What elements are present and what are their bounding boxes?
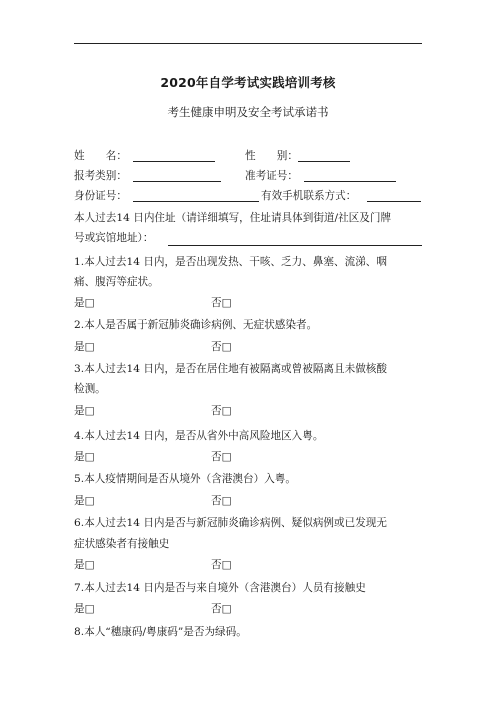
address-instruction-line1: 本人过去14 日内住址（请详细填写，住址请具体到街道/社区及门牌	[74, 212, 392, 224]
q5-yes-checkbox[interactable]: 是□	[74, 495, 95, 507]
id-no-field[interactable]	[133, 201, 259, 202]
q4-yes-checkbox[interactable]: 是□	[74, 451, 95, 463]
exam-type-label: 报考类别：	[74, 170, 127, 182]
q5-no-checkbox[interactable]: 否□	[211, 495, 232, 507]
q1-yes-checkbox[interactable]: 是□	[74, 297, 95, 309]
q4-no-checkbox[interactable]: 否□	[211, 451, 232, 463]
question-2-line1: 2.本人是否属于新冠肺炎确诊病例、无症状感染者。	[74, 319, 318, 331]
phone-label: 有效手机联系方式：	[261, 190, 357, 202]
page-title: 2020年自学考试实践培训考核	[160, 75, 336, 90]
gender-field[interactable]	[298, 161, 350, 162]
question-3-line2: 检测。	[74, 383, 106, 395]
q1-no-checkbox[interactable]: 否□	[211, 297, 232, 309]
address-instruction-line2: 号或宾馆地址）：	[74, 232, 154, 244]
admission-no-field[interactable]	[304, 181, 396, 182]
gender-label: 性 别：	[245, 150, 298, 162]
q3-no-checkbox[interactable]: 否□	[211, 405, 232, 417]
address-field[interactable]	[168, 245, 422, 246]
question-1-line2: 痛、腹泻等症状。	[74, 276, 159, 288]
q3-yes-checkbox[interactable]: 是□	[74, 405, 95, 417]
page-subtitle: 考生健康申明及安全考试承诺书	[167, 105, 329, 119]
question-6-line1: 6.本人过去14 日内是否与新冠肺炎确诊病例、疑似病例或已发现无	[74, 517, 387, 529]
q7-yes-checkbox[interactable]: 是□	[74, 603, 95, 615]
question-7-line1: 7.本人过去14 日内是否与来自境外（含港澳台）人员有接触史	[74, 582, 366, 594]
question-4-line1: 4.本人过去14 日内，是否从省外中高风险地区入粤。	[74, 430, 324, 442]
q6-yes-checkbox[interactable]: 是□	[74, 559, 95, 571]
q2-no-checkbox[interactable]: 否□	[211, 341, 232, 353]
name-field[interactable]	[133, 161, 215, 162]
question-5-line1: 5.本人疫情期间是否从境外（含港澳台）入粤。	[74, 473, 296, 485]
question-8-line1: 8.本人“穗康码/粤康码”是否为绿码。	[74, 626, 247, 638]
q7-no-checkbox[interactable]: 否□	[211, 603, 232, 615]
id-no-label: 身份证号：	[74, 190, 127, 202]
q6-no-checkbox[interactable]: 否□	[211, 559, 232, 571]
q2-yes-checkbox[interactable]: 是□	[74, 341, 95, 353]
question-6-line2: 症状感染者有接触史	[74, 538, 170, 550]
question-1-line1: 1.本人过去14 日内，是否出现发热、干咳、乏力、鼻塞、流涕、咽	[74, 256, 387, 268]
exam-type-field[interactable]	[133, 181, 221, 182]
header-rule	[74, 43, 422, 44]
name-label: 姓 名：	[74, 150, 127, 162]
admission-no-label: 准考证号：	[245, 170, 298, 182]
question-3-line1: 3.本人过去14 日内，是否在居住地有被隔离或曾被隔离且未做核酸	[74, 363, 387, 375]
phone-field[interactable]	[367, 201, 421, 202]
